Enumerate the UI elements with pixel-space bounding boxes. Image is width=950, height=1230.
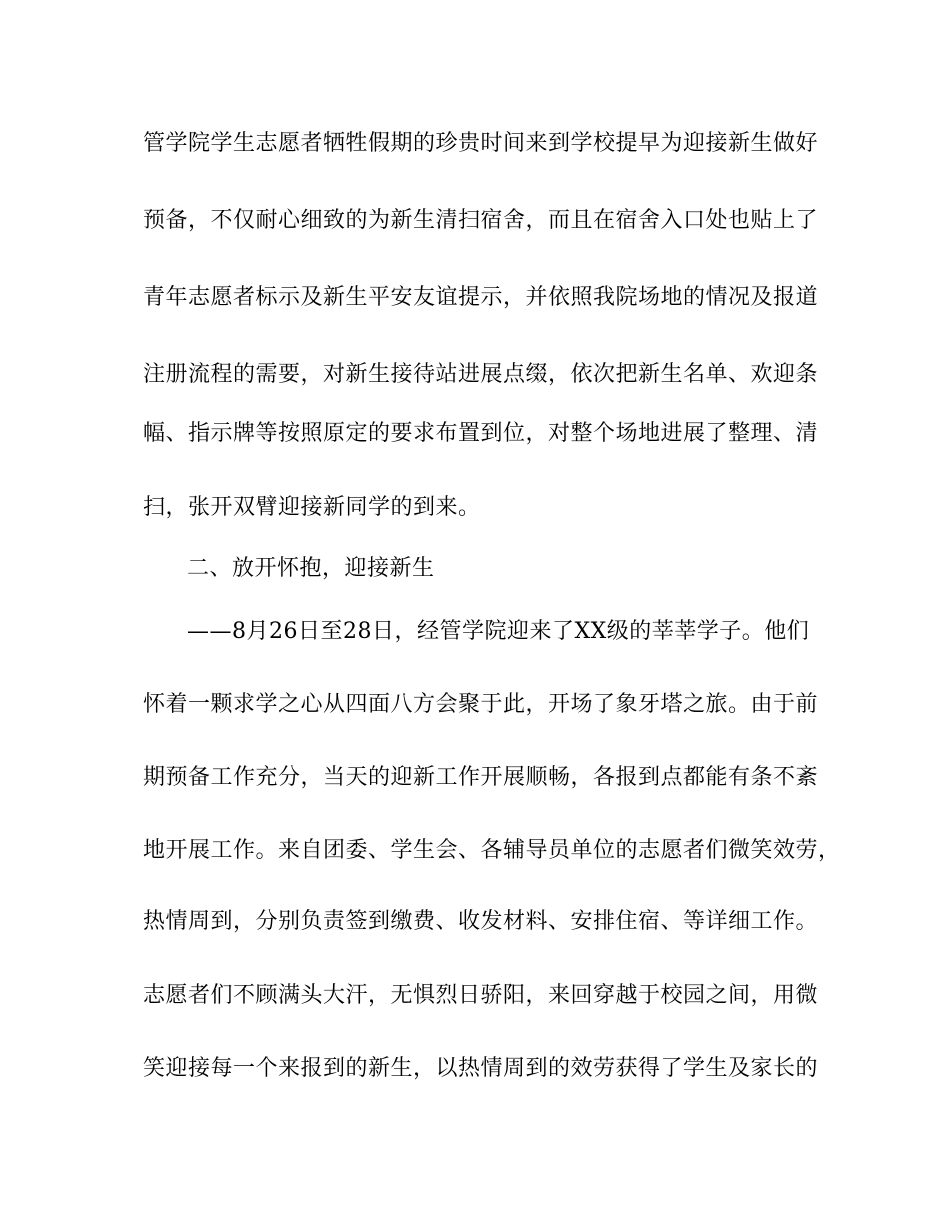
section-heading: 二、放开怀抱，迎接新生 <box>187 556 435 581</box>
paragraph-line: 管学院学生志愿者牺牲假期的珍贵时间来到学校提早为迎接新生做好 <box>143 131 819 156</box>
paragraph-line: 地开展工作。来自团委、学生会、各辅导员单位的志愿者们微笑效劳， <box>143 838 841 863</box>
paragraph-line: 预备，不仅耐心细致的为新生清扫宿舍，而且在宿舍入口处也贴上了 <box>143 208 819 233</box>
paragraph-line: 青年志愿者标示及新生平安友谊提示，并依照我院场地的情况及报道 <box>143 285 819 310</box>
paragraph-line: 期预备工作充分，当天的迎新工作开展顺畅，各报到点都能有条不紊 <box>143 765 819 790</box>
paragraph-line: 注册流程的需要，对新生接待站进展点缀，依次把新生名单、欢迎条 <box>143 362 819 387</box>
paragraph-line: 热情周到，分别负责签到缴费、收发材料、安排住宿、等详细工作。 <box>143 909 819 934</box>
paragraph-line: ——8月26日至28日，经管学院迎来了XX级的莘莘学子。他们 <box>187 619 810 644</box>
paragraph-line: 志愿者们不顾满头大汗，无惧烈日骄阳，来回穿越于校园之间，用微 <box>143 983 819 1008</box>
paragraph-line: 幅、指示牌等按照原定的要求布置到位，对整个场地进展了整理、清 <box>143 421 819 446</box>
paragraph-line: 扫，张开双臂迎接新同学的到来。 <box>143 495 481 520</box>
paragraph-line: 怀着一颗求学之心从四面八方会聚于此，开场了象牙塔之旅。由于前 <box>143 692 819 717</box>
paragraph-line: 笑迎接每一个来报到的新生，以热情周到的效劳获得了学生及家长的 <box>143 1056 819 1081</box>
